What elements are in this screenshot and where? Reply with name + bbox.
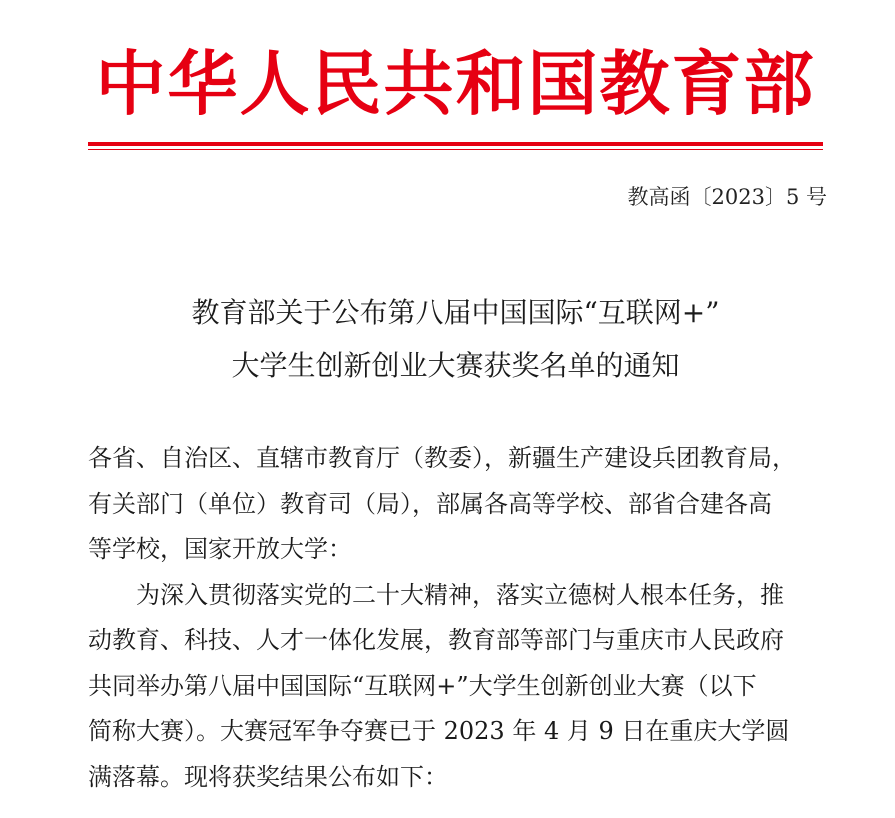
paragraph-line-1: 为深入贯彻落实党的二十大精神，落实立德树人根本任务，推: [136, 580, 784, 609]
document-number: 教高函〔2023〕5 号: [627, 185, 827, 209]
red-rule-thin: [88, 149, 823, 150]
recipients-line-3: 等学校，国家开放大学：: [88, 535, 352, 563]
recipients-line-1: 各省、自治区、直辖市教育厅（教委），新疆生产建设兵团教育局，: [88, 444, 796, 472]
title-line-2: 大学生创新创业大赛获奖名单的通知: [231, 349, 680, 382]
document-body: [88, 436, 828, 800]
paragraph-line-2: 动教育、科技、人才一体化发展，教育部等部门与重庆市人民政府: [88, 626, 784, 654]
document-title: [88, 286, 823, 392]
recipients-line-2: 有关部门（单位）教育司（局），部属各高等学校、部省合建各高: [88, 489, 772, 518]
paragraph-line-3: 共同举办第八届中国国际“互联网+”大学生创新创业大赛（以下: [88, 671, 757, 700]
paragraph-line-5: 满落幕。现将获奖结果公布如下：: [88, 762, 448, 791]
red-rule-thick: [88, 142, 823, 146]
issuer-masthead: 中华人民共和国教育部: [95, 43, 816, 125]
paragraph-line-4: 简称大赛）。大赛冠军争夺赛已于 2023 年 4 月 9 日在重庆大学圆: [88, 717, 790, 745]
title-line-1: 教育部关于公布第八届中国国际“互联网+”: [191, 296, 720, 329]
